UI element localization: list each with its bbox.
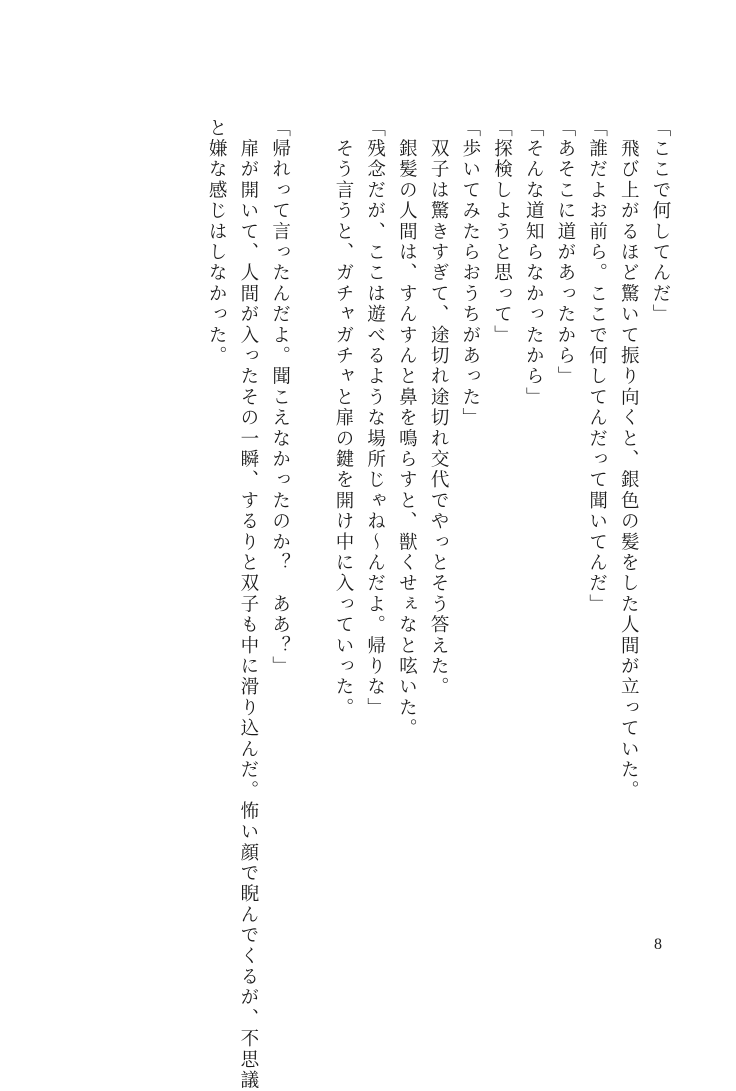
text-line: そう言うと、ガチャガチャと扉の鍵を開け中に入っていった。 (332, 118, 354, 719)
body-text (200, 118, 676, 1091)
text-line: と嫌な感じはしなかった。 (206, 118, 228, 367)
text-line: 「ここで何してんだ」 (650, 118, 671, 325)
text-line: 飛び上がるほど驚いて振り向くと、銀色の髪をした人間が立っていた。 (618, 118, 640, 802)
text-line: 銀髪の人間は、すんすんと鼻を鳴らすと、獣くせぇなと呟いた。 (396, 118, 418, 739)
text-line: 「探検しようと思って」 (491, 118, 513, 346)
text-line: 「あそこに道があったから」 (554, 118, 576, 388)
text-line: 「残念だが、ここは遊べるような場所じゃね～んだよ。帰りな」 (364, 118, 386, 719)
text-line: 双子は驚きすぎて、途切れ途切れ交代でやっとそう答えた。 (428, 118, 450, 698)
page-number: 8 (654, 936, 662, 953)
blank-line (296, 118, 328, 948)
text-line: 「そんな道知らなかったから」 (523, 118, 545, 408)
text-line: 「誰だよお前ら。ここで何してんだって聞いてんだ」 (586, 118, 608, 615)
text-line: 「帰れって言ったんだよ。聞こえなかったのか？ ああ？」 (269, 118, 291, 677)
text-line: 扉が開いて、人間が入ったその一瞬、するりと双子も中に滑り込んだ。怖い顔で睨んでくるが、不思議 (237, 118, 259, 1091)
text-line: 「歩いてみたらおうちがあった」 (459, 118, 481, 429)
